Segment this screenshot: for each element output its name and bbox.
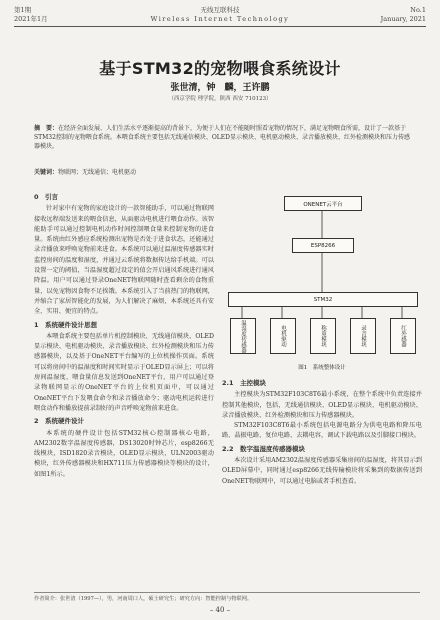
header-center (14, 6, 426, 23)
figure-caption: 图1 系统整体设计 (298, 365, 346, 371)
module-label: 电机驱动 (280, 325, 286, 347)
header-rule (14, 26, 426, 27)
humidity-sensor-box (230, 318, 256, 354)
section-heading: 0 引言 (34, 193, 59, 201)
author-footnote: 作者简介：张世清（1997—），男，河南周口人，硕士研究生；研究方向：智能控制与物联网。 (34, 592, 420, 602)
date-en: January, 2021 (380, 14, 426, 23)
paragraph: 本次设计采用AM2302温湿度传感器采集房间的温湿度，将其显示到OLED屏幕中，同时通过esp8266无线传输模块将采集到的数据传送到OneNET物联网中，可以通过电脑或者手机查看。 (222, 457, 422, 485)
issue-number: No.1 (410, 6, 426, 14)
infrared-sensor-box (390, 318, 416, 354)
abstract-text: 在经济全面发展、人们生活水平逐渐提高的背景下，为便于人们在不能随时照看宠物的情况下，满足宠物喂食所需，设计了一款基于STM32控制的宠物喂食系统。本喂食系统主要包括无线通信模块、OLED显示模块、电机驱动模块、录音播放模块、红外检测模块和压力传感器模块。 (34, 125, 410, 150)
system-diagram (222, 190, 422, 360)
module-label: 温湿度传感器 (240, 319, 246, 353)
journal-title-en: Wireless Internet Technology (150, 14, 290, 23)
affiliation: （西京学院 理学院，陕西 西安 710123） (168, 96, 272, 102)
weighing-module-box (310, 318, 336, 354)
keywords-label: 关键词： (34, 169, 59, 176)
keywords (34, 167, 410, 176)
section-heading: 1 系统硬件设计思想 (34, 320, 98, 329)
journal-title-cn: 无线互联科技 (200, 6, 240, 14)
onenet-cloud-box: ONENET云平台 (284, 196, 362, 211)
right-column (222, 376, 422, 590)
date-label: 2021年1月 (14, 14, 48, 23)
section-heading: 2.1 主控模块 (222, 379, 267, 387)
abstract (34, 124, 410, 151)
running-header (14, 6, 426, 40)
keywords-text: 物联网；无线通信；电机驱动 (58, 169, 137, 176)
module-label: 称重模块 (320, 325, 326, 347)
motor-driver-box (270, 318, 296, 354)
paragraph: 针对家中有宠物的家庭设计的一款智能助手，可以通过物联网接收远程端发送来的喂食信息，从面驱动电机进行喂食动作。该智能助手可以通过控制电机动作时间控制喂食量来控制宠物的进食量。系统由红外感应系统检测出宠物是否处于进食状态，还能通过录音播放来呼唤宠物前来进食。本系统可以通过温湿度传感器实时监控房间的温度和湿度，并通过云系统将数据传达给手机端。可以设置一定的阈值，当温湿度超过设定的值会开启通风系统进行通风降温。用户可以通过登录OneNET物联网随时查看剩余的食物重量，以免宠物因食物不足挨饿。本系统引入了当前热门的物联网，并缩合了家居智能化的发展，为人们解决了麻烦，本系统还具有安全、实用、便宜的特点。 (34, 205, 214, 316)
page-number: – 40 – (209, 606, 231, 614)
header-right (381, 6, 426, 23)
left-column (34, 190, 214, 590)
abstract-label: 摘 要： (34, 125, 59, 132)
module-label: 录音模块 (360, 325, 366, 347)
esp8266-box: ESP8266 (292, 238, 354, 253)
paragraph: STM32F103C8T6最小系统包括电源电路分为供电电路和降压电路、晶振电路、复位电路、去耦电容，调试下载电路以及引脚接口模块。 (222, 422, 422, 440)
paragraph: 主控模块为STM32F103C8T6最小系统，在整个系统中负责连接并控制其他模块，包括，无线通信模块、OLED显示模块、电机驱动模块、录音播放模块、红外检测模块和压力传感器模块。 (222, 391, 422, 419)
paper-title: 基于STM32的宠物喂食系统设计 (99, 59, 341, 78)
module-label: 红外感器 (400, 325, 406, 347)
authors: 张世清，钟 麟，王许鹏 (170, 83, 270, 93)
stm32-box: STM32 (228, 292, 418, 307)
recording-module-box (350, 318, 376, 354)
issue-label: 第1期 (14, 6, 32, 14)
paragraph: 本系统的硬件设计包括STM32核心控制器核心电路，AM2302数字温湿度传感器，DS13020时钟芯片，esp8266无线模块，ISD1820录音模块，OLED显示模块，ULN2003驱动模块，红外传感器模块和HX711压力传感器模块等模块的设计，如图1所示。 (34, 429, 214, 478)
paragraph: 本喂食系统主要包括单片机控制模块、无线通信模块、OLED显示模块、电机驱动模块、录音播放模块、红外检测模块和压力传感器模块，以及基于OneNET平台编写的上位机操作页面。系统可以将房间中的温湿度和时间实时显示于OLED显示屏上；可以将房间温湿度、喂食量信息发送到OneNET平台，用户可以通过登录物联网显示的OneNET平台的上位机页面中，可以通过OneNET平台下发喂食命令和录音播放命令；驱动电机运转进行喂食动作和播放提前录制好的声音呼唤宠物前来进食。 (34, 332, 214, 412)
section-heading: 2.2 数字温湿度传感器模块 (222, 444, 306, 453)
section-heading: 2 系统硬件设计 (34, 417, 85, 426)
